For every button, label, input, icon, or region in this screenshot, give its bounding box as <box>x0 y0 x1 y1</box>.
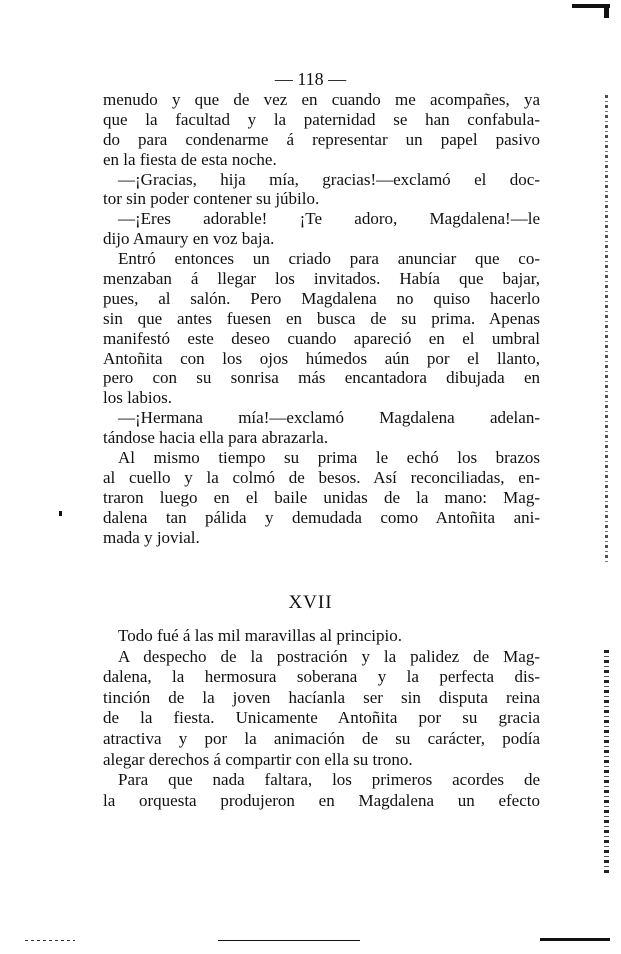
text-line: Al mismo tiempo su prima le echó los brazos <box>118 448 540 468</box>
text-line: Entró entonces un criado para anunciar que co- <box>118 249 540 269</box>
text-line: —¡Eres adorable! ¡Te adoro, Magdalena!—le <box>118 209 540 229</box>
text-line: A despecho de la postración y la palidez de Mag- <box>118 646 540 666</box>
text-line: menzaban á llegar los invitados. Había que bajar, <box>103 269 540 289</box>
text-line: dalena tan pálida y demudada como Antoñita ani- <box>103 507 540 527</box>
scan-bottom-line <box>540 938 610 941</box>
text-line: manifestó este deseo cuando apareció en el umbral <box>103 328 540 348</box>
text-line: Para que nada faltara, los primeros acordes de <box>118 770 540 790</box>
text-block-2 <box>103 626 540 811</box>
text-line: tor sin poder contener su júbilo. <box>103 189 320 209</box>
text-line: los labios. <box>103 388 172 408</box>
text-line: do para condenarme á representar un papel pasivo <box>103 129 540 149</box>
text-line: atractiva y por la animación de su carácter, podía <box>103 728 540 748</box>
scan-edge-artifact <box>604 650 609 875</box>
text-line: que la facultad y la paternidad se han confabula- <box>103 109 540 129</box>
text-block-1 <box>103 90 540 547</box>
text-line: de la fiesta. Unicamente Antoñita por su gracia <box>103 708 540 728</box>
text-line: traron luego en el baile unidas de la mano: Mag- <box>103 487 540 507</box>
text-line: Antoñita con los ojos húmedos aún por el llanto, <box>103 348 540 368</box>
text-line: menudo y que de vez en cuando me acompañes, ya <box>103 90 540 109</box>
scan-bottom-line <box>25 940 75 941</box>
text-line: sin que antes fuesen en busca de su prima. Apenas <box>103 308 540 328</box>
page-number: — 118 — <box>274 69 347 89</box>
text-line: en la fiesta de esta noche. <box>103 149 277 169</box>
scan-corner-mark <box>604 4 609 18</box>
text-line: tinción de la joven hacíanla ser sin disputa reina <box>103 687 540 707</box>
text-line: pero con su sonrisa más encantadora dibujada en <box>103 368 540 388</box>
text-line: al cuello y la colmó de besos. Así reconciliadas, en- <box>103 467 540 487</box>
text-line: —¡Hermana mía!—exclamó Magdalena adelan- <box>118 408 540 428</box>
text-line: dalena, la hermosura soberana y la perfecta dis- <box>103 667 540 687</box>
scan-bottom-line <box>218 940 360 941</box>
text-line: mada y jovial. <box>103 527 200 547</box>
text-line: Todo fué á las mil maravillas al principio. <box>118 626 402 645</box>
text-line: pues, al salón. Pero Magdalena no quiso hacerlo <box>103 288 540 308</box>
text-line: la orquesta produjeron en Magdalena un efecto <box>103 790 540 810</box>
scan-edge-artifact <box>605 95 608 565</box>
text-line: alegar derechos á compartir con ella su trono. <box>103 749 413 769</box>
text-line: dijo Amaury en voz baja. <box>103 229 275 249</box>
scan-speck <box>59 511 62 516</box>
text-line: tándose hacia ella para abrazarla. <box>103 428 329 448</box>
text-line: —¡Gracias, hija mía, gracias!—exclamó el doc- <box>118 169 540 189</box>
chapter-heading: XVII <box>288 592 333 613</box>
